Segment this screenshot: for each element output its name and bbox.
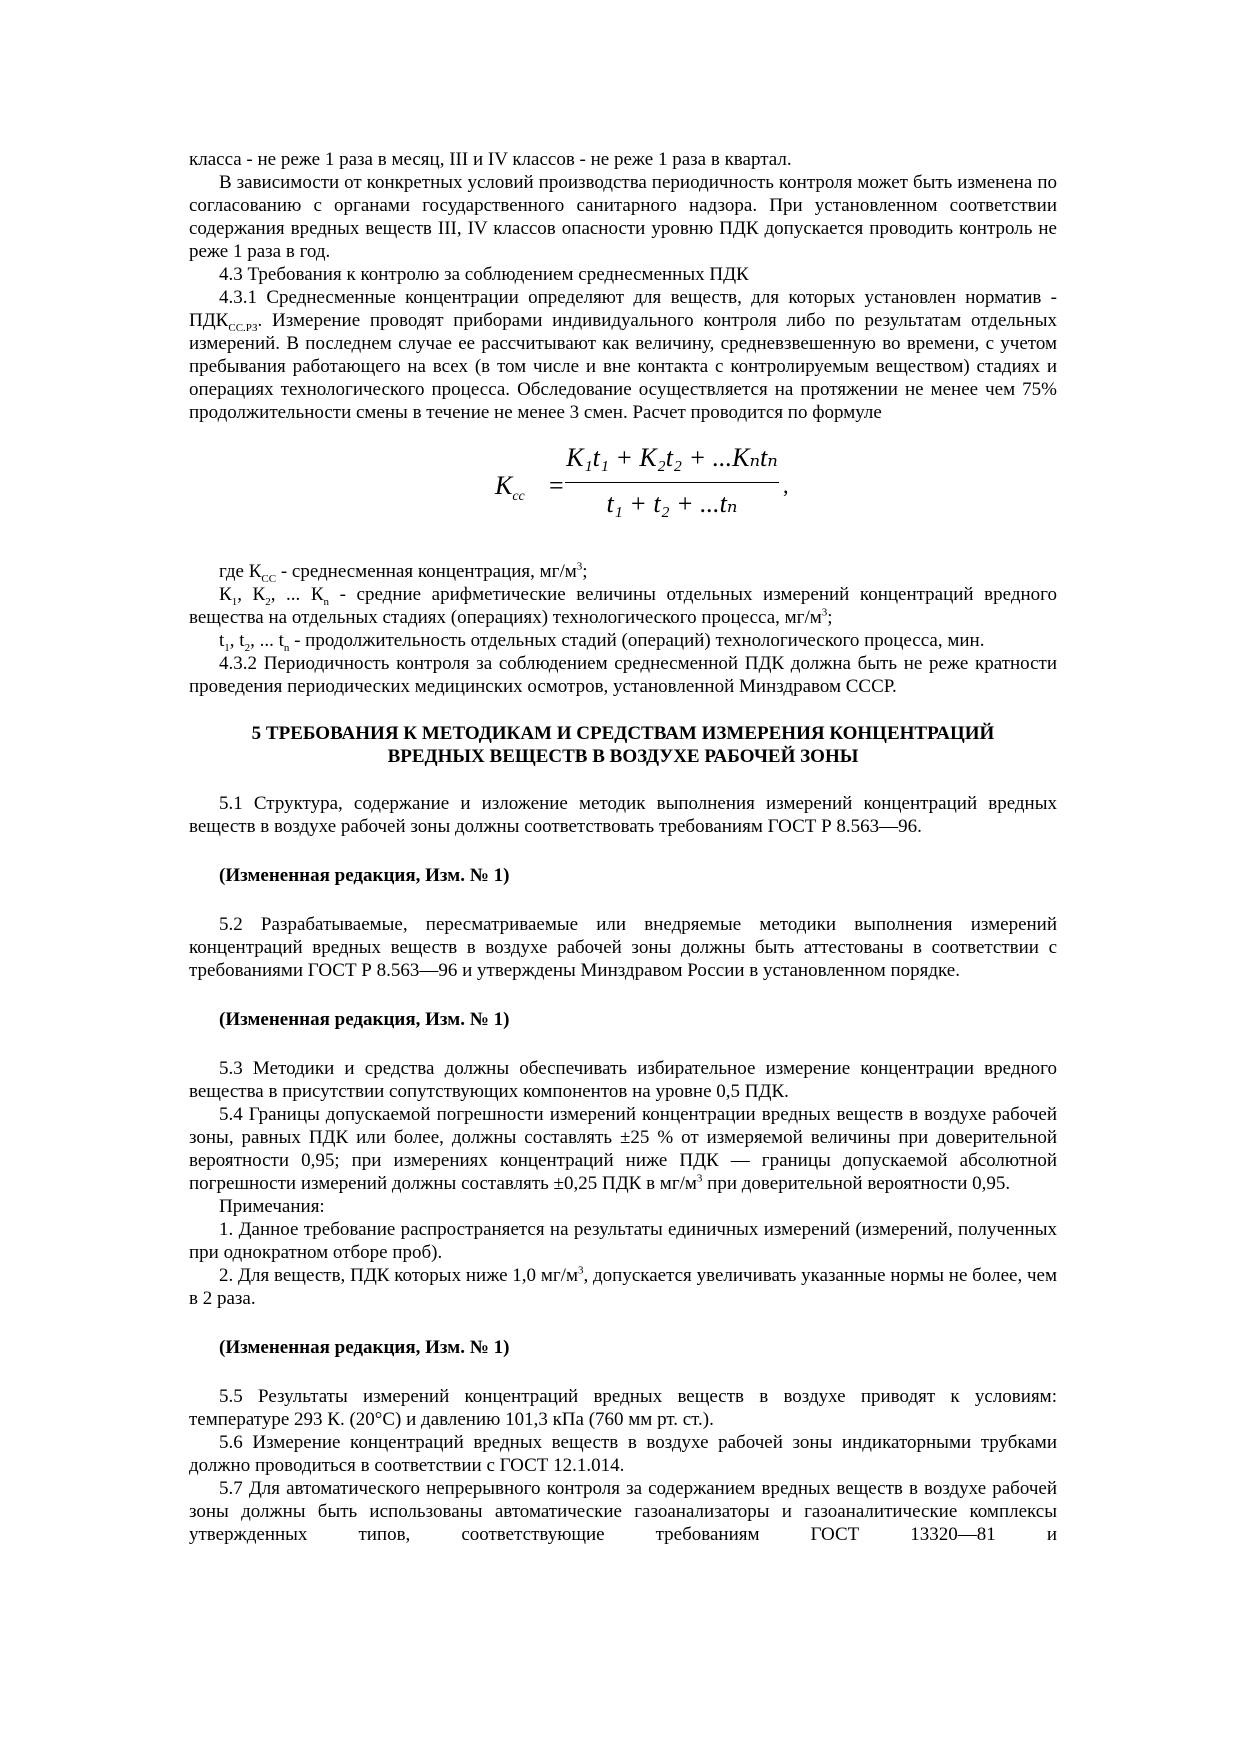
definition-k-values (189, 583, 1057, 629)
paragraph-5-5: 5.5 Результаты измерений концентраций вредных веществ в воздухе приводят к условиям: температуре 293 К. (20°С) и давлению 101,3 кПа (760 мм рт. ст.). (189, 1386, 1057, 1430)
definition-k-sub-2: 2 (265, 595, 271, 608)
definition-kcc-text-c: ; (582, 561, 588, 582)
definition-k-superscript: 3 (821, 606, 828, 619)
paragraph-5-4-text-a: 5.4 Границы допускаемой погрешности измерений концентрации вредных веществ в воздухе рабочей зоны, равных ПДК или более, должны составлять ±25 % от измеряемой величины при доверительной вероятности 0,95; при измерениях концентраций ниже ПДК — границы допускаемой абсолютной погрешности измерений должны составлять ±0,25 ПДК в мг/м (189, 1104, 1057, 1194)
formula-denominator: t₁ + t₂ + ...tₙ (606, 489, 738, 518)
paragraph-5-4 (189, 1103, 1057, 1195)
paragraph-5-2: 5.2 Разрабатываемые, пересматриваемые или внедряемые методики выполнения измерений концентраций вредных веществ в воздухе рабочей зоны должны быть аттестованы в соответствии с требованиями ГОСТ Р 8.563—96 и утверждены Минздравом России в установленном порядке. (189, 914, 1057, 981)
formula-lhs-symbol: K (495, 471, 513, 500)
paragraph-frequency-classes: класса - не реже 1 раза в месяц, III и IV классов - не реже 1 раза в квартал. (189, 149, 792, 170)
paragraph-5-4-text-b: при доверительной вероятности 0,95. (702, 1173, 1011, 1194)
definition-t-values (189, 629, 1057, 652)
definition-t-text-c: , ... t (250, 630, 284, 651)
definition-t-sub-2: 2 (244, 641, 251, 654)
formula-lhs (495, 471, 525, 508)
paragraph-4-3-2: 4.3.2 Периодичность контроля за соблюдением среднесменной ПДК должна быть не реже кратности проведения периодических медицинских осмотров, установленной Минздравом СССР. (189, 653, 1057, 697)
average-shift-concentration-formula (189, 440, 1057, 536)
section-5-heading-line-2: ВРЕДНЫХ ВЕЩЕСТВ В ВОЗДУХЕ РАБОЧЕЙ ЗОНЫ (387, 746, 859, 767)
definition-k-text-d: - средние арифметические величины отдельных измерений концентраций вредного вещества на отдельных стадиях (операциях) технологического процесса, мг/м (189, 584, 1057, 628)
note-item-2-text-a: 2. Для веществ, ПДК которых ниже 1,0 мг/м (219, 1265, 578, 1286)
note-item-1: 1. Данное требование распространяется на результаты единичных измерений (измерений, полученных при однократном отборе проб). (189, 1219, 1057, 1263)
definition-kcc-text-b: - среднесменная концентрация, мг/м (276, 561, 577, 582)
amendment-note-2: (Измененная редакция, Изм. № 1) (219, 1009, 510, 1030)
paragraph-4-3-1 (189, 286, 1057, 424)
definition-t-text-d: - продолжительность отдельных стадий (операций) технологического процесса, мин. (289, 630, 985, 651)
formula-equals: = (549, 471, 564, 500)
definition-t-text-b: , t (229, 630, 245, 651)
definition-kcc-text-a: где К (219, 561, 262, 582)
paragraph-5-6: 5.6 Измерение концентраций вредных веществ в воздухе рабочей зоны индикаторными трубками должно проводиться в соответствии с ГОСТ 12.1.014. (189, 1432, 1057, 1476)
paragraph-5-3: 5.3 Методики и средства должны обеспечивать избирательное измерение концентрации вредного вещества в присутствии сопутствующих компонентов на уровне 0,5 ПДК. (189, 1058, 1057, 1102)
definition-k-text-e: ; (827, 607, 833, 628)
definition-t-sub-n: n (283, 641, 290, 654)
amendment-note-3: (Измененная редакция, Изм. № 1) (219, 1337, 510, 1358)
definition-k-text-b: , К (237, 584, 266, 605)
paragraph-5-1: 5.1 Структура, содержание и изложение методик выполнения измерений концентраций вредных веществ в воздухе рабочей зоны должны соответствовать требованиям ГОСТ Р 8.563—96. (189, 793, 1057, 837)
definition-kcc (189, 560, 1057, 583)
document-page (189, 148, 1057, 1546)
definition-k-sub-n: n (323, 595, 330, 608)
note-item-2-superscript: 3 (577, 1264, 584, 1277)
definition-k-text-c: , ... К (270, 584, 324, 605)
note-item-2 (189, 1264, 1057, 1310)
notes-label: Примечания: (219, 1196, 325, 1217)
pdk-subscript: СС.РЗ (228, 321, 258, 334)
formula-fraction-bar (565, 482, 779, 483)
paragraph-4-3-title: 4.3 Требования к контролю за соблюдением среднесменных ПДК (219, 264, 749, 285)
formula-comma: , (783, 473, 789, 498)
section-5-heading-line-1: 5 ТРЕБОВАНИЯ К МЕТОДИКАМ И СРЕДСТВАМ ИЗМЕРЕНИЯ КОНЦЕНТРАЦИЙ (251, 723, 995, 744)
paragraph-frequency-change: В зависимости от конкретных условий производства периодичность контроля может быть изменена по согласованию с органами государственного санитарного надзора. При установленном соответствии содержания вредных веществ III, IV классов опасности уровню ПДК допускается проводить контроль не реже 1 раза в год. (189, 172, 1057, 262)
definition-kcc-superscript: 3 (576, 560, 583, 573)
definition-k-text-a: К (219, 584, 232, 605)
paragraph-4-3-1-text-b: . Измерение проводят приборами индивидуального контроля либо по результатам отдельных измерений. В последнем случае ее рассчитывают как величину, средневзвешенную во времени, с учетом пребывания работающего на всех (в том числе и вне контакта с контролируемым веществом) стадиях и операциях технологического процесса. Обследование осуществляется на протяжении не менее чем 75% продолжительности смены в течение не менее 3 смен. Расчет проводится по формуле (189, 310, 1057, 423)
amendment-note-1: (Измененная редакция, Изм. № 1) (219, 865, 510, 886)
definition-t-sub-1: 1 (224, 641, 230, 654)
note-item-2-text-b: , допускается увеличивать указанные нормы не более, чем в 2 раза. (189, 1265, 1057, 1309)
section-5-heading (189, 722, 1057, 768)
formula-lhs-subscript: cc (512, 489, 525, 505)
definition-kcc-subscript: СС (261, 572, 277, 585)
paragraph-5-7: 5.7 Для автоматического непрерывного контроля за содержанием вредных веществ в воздухе рабочей зоны должны быть использованы автоматические газоанализаторы и газоаналитические комплексы утвержденных типов, соответствующие требованиям ГОСТ 13320—81 и (189, 1478, 1057, 1545)
formula-numerator: K₁t₁ + K₂t₂ + ...Kₙtₙ (566, 443, 778, 472)
definition-k-sub-1: 1 (231, 595, 238, 608)
paragraph-5-4-superscript: 3 (696, 1172, 703, 1185)
paragraph-4-3-1-text-a: 4.3.1 Среднесменные концентрации определяют для веществ, для которых установлен норматив - ПДК (189, 287, 1057, 331)
definition-t-text-a: t (219, 630, 225, 651)
